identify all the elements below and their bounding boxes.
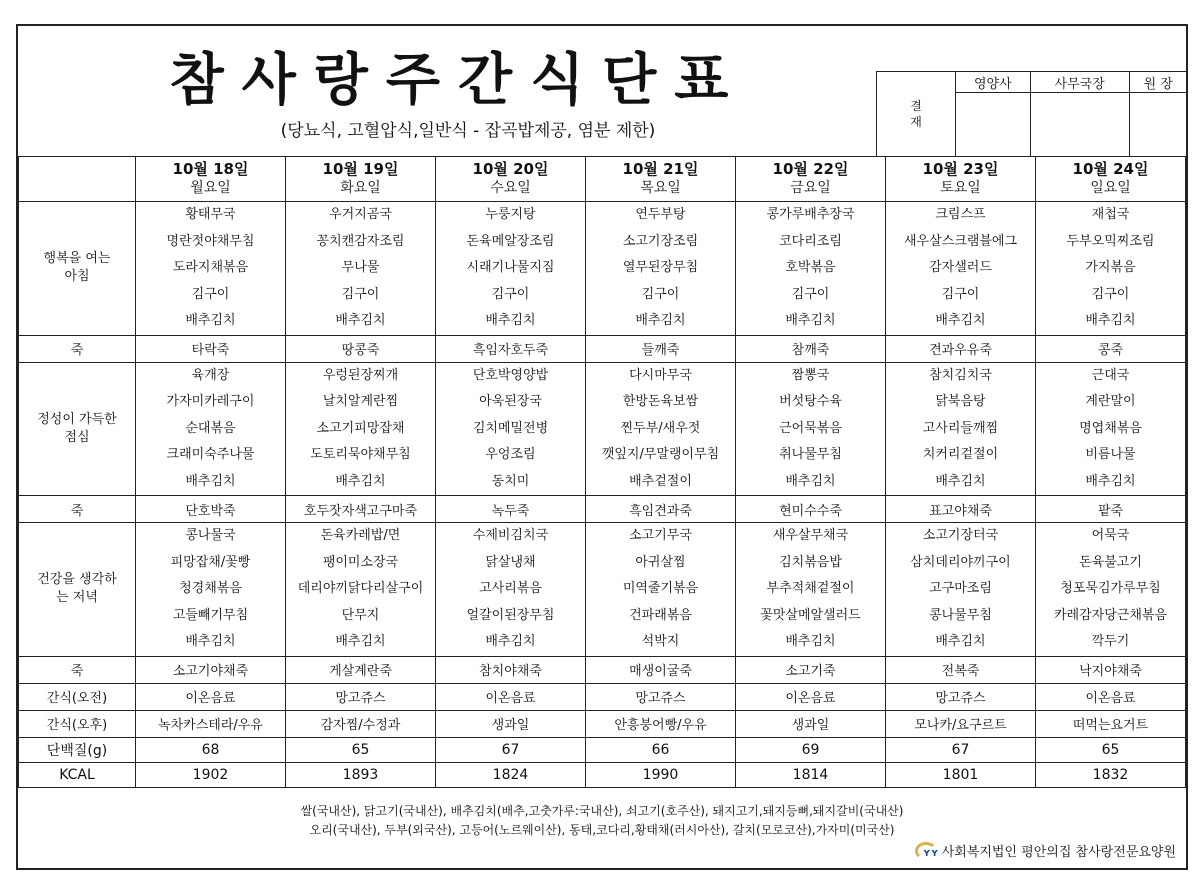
porridge-morning-cell: 흑임자호두죽 bbox=[436, 335, 586, 362]
dinner-cell bbox=[886, 523, 1036, 657]
day-weekday: 월요일 bbox=[190, 180, 231, 196]
dish-item: 고들빼기무침 bbox=[172, 607, 249, 623]
dish-item: 김구이 bbox=[791, 286, 830, 302]
protein-cell: 67 bbox=[886, 737, 1036, 762]
protein-row bbox=[19, 737, 1186, 762]
snack-pm-cell: 모나카/요구르트 bbox=[886, 710, 1036, 737]
dinner-row bbox=[19, 523, 1186, 657]
day-date: 10월 24일 bbox=[1072, 160, 1149, 178]
dish-item: 코다리조림 bbox=[779, 233, 842, 249]
breakfast-label-text: 행복을 여는 아침 bbox=[43, 251, 111, 285]
day-weekday: 토요일 bbox=[940, 180, 981, 196]
dish-item: 청경채볶음 bbox=[179, 581, 242, 596]
protein-cell: 65 bbox=[286, 737, 436, 762]
origin-notice bbox=[18, 802, 1186, 840]
lunch-cell bbox=[436, 362, 586, 496]
dish-item: 명란젓야채무침 bbox=[166, 233, 255, 249]
snack-pm-cell: 안흥붕어빵/우유 bbox=[586, 710, 736, 737]
day-header bbox=[286, 157, 436, 202]
day-date: 10월 18일 bbox=[172, 160, 249, 178]
dish-item: 아욱된장국 bbox=[479, 394, 542, 409]
dish-item: 닭살냉채 bbox=[485, 554, 536, 570]
dish-item: 배추김치 bbox=[635, 313, 686, 328]
dinner-cell bbox=[586, 523, 736, 657]
day-date: 10월 23일 bbox=[922, 160, 999, 178]
snack-am-cell: 망고쥬스 bbox=[286, 683, 436, 710]
dish-item: 고사리볶음 bbox=[479, 581, 542, 596]
dish-item: 배추김치 bbox=[1085, 313, 1136, 328]
porridge-lunch-cell: 호두잣자색고구마죽 bbox=[286, 496, 436, 523]
kcal-cell: 1824 bbox=[436, 762, 586, 787]
porridge-morning-cell: 견과우유죽 bbox=[886, 335, 1036, 362]
dish-item: 참치김치국 bbox=[929, 367, 992, 383]
lunch-row bbox=[19, 362, 1186, 496]
dish-item: 얼갈이된장무침 bbox=[466, 607, 555, 623]
dish-item: 배추김치 bbox=[335, 473, 386, 489]
dish-item: 콩나물무침 bbox=[929, 607, 992, 623]
kcal-row bbox=[19, 762, 1186, 787]
dish-item: 육개장 bbox=[191, 367, 230, 383]
lunch-label bbox=[19, 362, 136, 496]
porridge-dinner-cell: 참치야채죽 bbox=[436, 656, 586, 683]
snack-am-cell: 망고쥬스 bbox=[886, 683, 1036, 710]
dish-item: 돈육메알장조림 bbox=[466, 233, 555, 249]
breakfast-cell bbox=[736, 202, 886, 336]
dish-item: 닭북음탕 bbox=[935, 394, 986, 409]
dish-item: 김치볶음밥 bbox=[779, 554, 842, 570]
porridge-morning-cell: 타락죽 bbox=[136, 335, 286, 362]
dish-item: 김구이 bbox=[341, 286, 380, 302]
dish-item: 꽃맛살메알샐러드 bbox=[760, 607, 861, 623]
dish-item: 배추김치 bbox=[485, 634, 536, 649]
protein-label: 단백질(g) bbox=[19, 737, 136, 762]
dish-item: 미역줄기볶음 bbox=[622, 581, 699, 596]
dish-item: 동치미 bbox=[491, 473, 530, 489]
dish-item: 명엽채볶음 bbox=[1079, 420, 1142, 436]
snack-am-label: 간식(오전) bbox=[19, 683, 136, 710]
origin-line-1: 쌀(국내산), 닭고기(국내산), 배추김치(배추,고춧가루:국내산), 쇠고기(호주산), 돼지고기,돼지등뼈,돼지갈비(국내산) bbox=[300, 804, 904, 818]
footer bbox=[18, 792, 1186, 868]
dish-item: 한방돈육보쌈 bbox=[622, 394, 699, 409]
menu-sheet bbox=[16, 24, 1188, 870]
dish-item: 배추김치 bbox=[935, 473, 986, 489]
porridge-morning-cell: 콩죽 bbox=[1036, 335, 1186, 362]
page-title: 참사랑주간식단표 bbox=[169, 48, 747, 113]
dish-item: 크래미숙주나물 bbox=[166, 447, 255, 462]
breakfast-cell bbox=[136, 202, 286, 336]
dish-item: 배추김치 bbox=[185, 313, 236, 328]
porridge-lunch-row bbox=[19, 496, 1186, 523]
porridge-morning-cell: 참깨죽 bbox=[736, 335, 886, 362]
dish-item: 수제비김치국 bbox=[472, 528, 549, 543]
dish-item: 단무지 bbox=[341, 607, 380, 623]
snack-am-cell: 이온음료 bbox=[1036, 683, 1186, 710]
breakfast-cell bbox=[286, 202, 436, 336]
dish-item: 버섯탕수육 bbox=[779, 394, 842, 409]
dish-item: 고사리들깨찜 bbox=[922, 420, 999, 436]
dish-item: 날치알계란찜 bbox=[322, 394, 399, 409]
dish-item: 우렁된장찌개 bbox=[322, 367, 399, 383]
snack-pm-cell: 녹차카스테라/우유 bbox=[136, 710, 286, 737]
dish-item: 데리야끼닭다리살구이 bbox=[297, 581, 424, 596]
day-weekday: 목요일 bbox=[640, 180, 681, 196]
kcal-cell: 1990 bbox=[586, 762, 736, 787]
dish-item: 찐두부/새우젓 bbox=[620, 420, 701, 436]
porridge-lunch-cell: 흑임견과죽 bbox=[586, 496, 736, 523]
day-header-row bbox=[19, 157, 1186, 202]
breakfast-label bbox=[19, 202, 136, 336]
lunch-cell bbox=[586, 362, 736, 496]
porridge-lunch-cell: 단호박죽 bbox=[136, 496, 286, 523]
dish-item: 김치메밀전병 bbox=[472, 420, 549, 436]
day-header bbox=[736, 157, 886, 202]
porridge-morning-cell: 들깨죽 bbox=[586, 335, 736, 362]
dish-item: 가지볶음 bbox=[1085, 260, 1136, 275]
dish-item: 팽이미소장국 bbox=[322, 554, 399, 570]
snack-pm-cell: 감자찜/수정과 bbox=[286, 710, 436, 737]
day-weekday: 화요일 bbox=[340, 180, 381, 196]
dish-item: 근대국 bbox=[1091, 367, 1130, 383]
kcal-cell: 1893 bbox=[286, 762, 436, 787]
snack-am-cell: 이온음료 bbox=[136, 683, 286, 710]
snack-pm-cell: 떠먹는요거트 bbox=[1036, 710, 1186, 737]
kcal-cell: 1832 bbox=[1036, 762, 1186, 787]
snack-am-row bbox=[19, 683, 1186, 710]
dish-item: 열무된장무침 bbox=[622, 260, 699, 275]
origin-line-2: 오리(국내산), 두부(외국산), 고등어(노르웨이산), 동태,코다리,황태채(러시아산), 갈치(모로코산),가자미(미국산) bbox=[309, 823, 895, 837]
dish-item: 비름나물 bbox=[1085, 447, 1136, 462]
dish-item: 배추김치 bbox=[1085, 473, 1136, 489]
lunch-cell bbox=[736, 362, 886, 496]
dish-item: 새우살무채국 bbox=[772, 528, 849, 543]
dish-item: 순대볶음 bbox=[185, 420, 236, 436]
lunch-cell bbox=[1036, 362, 1186, 496]
porridge-dinner-cell: 소고기죽 bbox=[736, 656, 886, 683]
day-date: 10월 20일 bbox=[472, 160, 549, 178]
kcal-label: KCAL bbox=[19, 762, 136, 787]
breakfast-cell bbox=[436, 202, 586, 336]
dish-item: 배추김치 bbox=[185, 634, 236, 649]
porridge-dinner-cell: 소고기야채죽 bbox=[136, 656, 286, 683]
day-header bbox=[436, 157, 586, 202]
dish-item: 김구이 bbox=[491, 286, 530, 302]
dish-item: 카레감자당근채볶음 bbox=[1053, 607, 1168, 623]
dish-item: 피망잡채/꽃빵 bbox=[170, 554, 251, 570]
approval-label-text: 결 재 bbox=[910, 99, 922, 129]
dish-item: 김구이 bbox=[641, 286, 680, 302]
porridge-dinner-cell: 매생이굴죽 bbox=[586, 656, 736, 683]
dish-item: 단호박영양밥 bbox=[472, 367, 549, 383]
dish-item: 청포묵김가루무침 bbox=[1060, 581, 1161, 596]
organization-name: 사회복지법인 평안의집 참사랑전문요양원 bbox=[941, 845, 1176, 860]
breakfast-cell bbox=[886, 202, 1036, 336]
approval-box bbox=[876, 71, 1188, 157]
breakfast-row bbox=[19, 202, 1186, 336]
dish-item: 가자미카레구이 bbox=[166, 394, 255, 409]
snack-pm-cell: 생과일 bbox=[436, 710, 586, 737]
dish-item: 짬뽕국 bbox=[791, 367, 830, 383]
porridge-lunch-cell: 팥죽 bbox=[1036, 496, 1186, 523]
porridge-lunch-cell: 현미수수죽 bbox=[736, 496, 886, 523]
breakfast-cell bbox=[586, 202, 736, 336]
dish-item: 콩가루배추장국 bbox=[766, 207, 855, 222]
protein-cell: 69 bbox=[736, 737, 886, 762]
dish-item: 배추김치 bbox=[185, 473, 236, 489]
dish-item: 시래기나물지짐 bbox=[466, 260, 555, 275]
dish-item: 배추김치 bbox=[935, 313, 986, 328]
kcal-cell: 1902 bbox=[136, 762, 286, 787]
dish-item: 고구마조림 bbox=[929, 581, 992, 596]
dish-item: 크림스프 bbox=[935, 207, 986, 222]
dish-item: 깍두기 bbox=[1091, 634, 1130, 649]
dish-item: 돈육카레밥/면 bbox=[320, 528, 401, 543]
menu-table bbox=[18, 156, 1186, 788]
day-header bbox=[586, 157, 736, 202]
dish-item: 배추김치 bbox=[335, 313, 386, 328]
porridge-dinner-row bbox=[19, 656, 1186, 683]
dish-item: 누룽지탕 bbox=[485, 207, 536, 222]
protein-cell: 67 bbox=[436, 737, 586, 762]
dish-item: 연두부탕 bbox=[635, 207, 686, 222]
breakfast-cell bbox=[1036, 202, 1186, 336]
day-header bbox=[886, 157, 1036, 202]
dish-item: 감자샐러드 bbox=[929, 260, 992, 275]
day-date: 10월 22일 bbox=[772, 160, 849, 178]
porridge-lunch-cell: 녹두죽 bbox=[436, 496, 586, 523]
day-header bbox=[1036, 157, 1186, 202]
day-weekday: 수요일 bbox=[490, 180, 531, 196]
dish-item: 소고기피망잡채 bbox=[316, 420, 405, 436]
dish-item: 황태무국 bbox=[185, 207, 236, 222]
approval-header-director: 원 장 bbox=[1129, 72, 1187, 93]
dish-item: 소고기장터국 bbox=[922, 528, 999, 543]
organization-logo-icon: ʏʏ bbox=[915, 842, 939, 860]
porridge-dinner-cell: 낙지야채죽 bbox=[1036, 656, 1186, 683]
dish-item: 배추김치 bbox=[785, 634, 836, 649]
dish-item: 김구이 bbox=[941, 286, 980, 302]
dish-item: 새우살스크램블에그 bbox=[903, 233, 1018, 249]
dish-item: 소고기무국 bbox=[629, 528, 692, 543]
dish-item: 배추겉절이 bbox=[629, 473, 692, 489]
dish-item: 석박지 bbox=[641, 634, 680, 649]
dish-item: 깻잎지/무말랭이무침 bbox=[601, 447, 720, 462]
dish-item: 배추김치 bbox=[935, 634, 986, 649]
dinner-label-text: 건강을 생각하 는 저녁 bbox=[37, 572, 117, 606]
dish-item: 두부오믹찌조림 bbox=[1066, 233, 1155, 249]
porridge-morning-label: 죽 bbox=[19, 335, 136, 362]
porridge-dinner-label: 죽 bbox=[19, 656, 136, 683]
dish-item: 건파래볶음 bbox=[629, 607, 692, 623]
dish-item: 김구이 bbox=[191, 286, 230, 302]
dish-item: 소고기장조림 bbox=[622, 233, 699, 249]
day-header bbox=[136, 157, 286, 202]
approval-sign-manager bbox=[1030, 93, 1129, 157]
lunch-cell bbox=[286, 362, 436, 496]
dish-item: 배추김치 bbox=[785, 473, 836, 489]
porridge-lunch-label: 죽 bbox=[19, 496, 136, 523]
day-date: 10월 21일 bbox=[622, 160, 699, 178]
porridge-dinner-cell: 전복죽 bbox=[886, 656, 1036, 683]
dish-item: 배추김치 bbox=[335, 634, 386, 649]
dish-item: 돈육불고기 bbox=[1079, 554, 1142, 570]
dish-item: 취나물무침 bbox=[779, 447, 842, 462]
porridge-morning-cell: 땅콩죽 bbox=[286, 335, 436, 362]
dish-item: 우거지곰국 bbox=[329, 207, 392, 222]
snack-pm-cell: 생과일 bbox=[736, 710, 886, 737]
dinner-cell bbox=[136, 523, 286, 657]
dish-item: 삼치데리야끼구이 bbox=[910, 554, 1011, 570]
dish-item: 배추김치 bbox=[785, 313, 836, 328]
dinner-label bbox=[19, 523, 136, 657]
snack-am-cell: 이온음료 bbox=[436, 683, 586, 710]
snack-am-cell: 망고쥬스 bbox=[586, 683, 736, 710]
kcal-cell: 1814 bbox=[736, 762, 886, 787]
dinner-cell bbox=[1036, 523, 1186, 657]
lunch-label-text: 정성이 가득한 점심 bbox=[37, 411, 117, 445]
dish-item: 무나물 bbox=[341, 260, 380, 275]
dish-item: 호박볶음 bbox=[785, 260, 836, 275]
approval-header-dietitian: 영양사 bbox=[956, 72, 1031, 93]
kcal-cell: 1801 bbox=[886, 762, 1036, 787]
dish-item: 치커리겉절이 bbox=[922, 447, 999, 462]
day-weekday: 일요일 bbox=[1090, 180, 1131, 196]
day-date: 10월 19일 bbox=[322, 160, 399, 178]
porridge-morning-row bbox=[19, 335, 1186, 362]
dish-item: 김구이 bbox=[1091, 286, 1130, 302]
dinner-cell bbox=[436, 523, 586, 657]
dish-item: 우엉조림 bbox=[485, 447, 536, 462]
approval-sign-dietitian bbox=[956, 93, 1031, 157]
lunch-cell bbox=[136, 362, 286, 496]
day-weekday: 금요일 bbox=[790, 180, 831, 196]
approval-sign-director bbox=[1129, 93, 1187, 157]
dish-item: 도토리묵야채무침 bbox=[310, 447, 411, 462]
dish-item: 계란말이 bbox=[1085, 394, 1136, 409]
porridge-lunch-cell: 표고야채죽 bbox=[886, 496, 1036, 523]
snack-am-cell: 이온음료 bbox=[736, 683, 886, 710]
approval-label bbox=[877, 72, 956, 157]
dish-item: 부추적채겉절이 bbox=[766, 581, 855, 596]
dish-item: 꽁치캔감자조림 bbox=[316, 233, 405, 249]
protein-cell: 66 bbox=[586, 737, 736, 762]
lunch-cell bbox=[886, 362, 1036, 496]
page-subtitle: (당뇨식, 고혈압식,일반식 - 잡곡밥제공, 염분 제한) bbox=[280, 121, 656, 141]
dish-item: 근어묵볶음 bbox=[779, 420, 842, 436]
dish-item: 콩나물국 bbox=[185, 528, 236, 543]
dish-item: 어묵국 bbox=[1091, 528, 1130, 543]
dish-item: 도라지채볶음 bbox=[172, 260, 249, 275]
snack-pm-label: 간식(오후) bbox=[19, 710, 136, 737]
dinner-cell bbox=[736, 523, 886, 657]
snack-pm-row bbox=[19, 710, 1186, 737]
dish-item: 재첩국 bbox=[1091, 207, 1130, 222]
organization-signature bbox=[915, 841, 1176, 860]
protein-cell: 68 bbox=[136, 737, 286, 762]
dish-item: 아귀살찜 bbox=[635, 554, 686, 570]
porridge-dinner-cell: 게살계란죽 bbox=[286, 656, 436, 683]
approval-header-manager: 사무국장 bbox=[1030, 72, 1129, 93]
dinner-cell bbox=[286, 523, 436, 657]
dish-item: 배추김치 bbox=[485, 313, 536, 328]
corner-cell bbox=[19, 157, 136, 202]
protein-cell: 65 bbox=[1036, 737, 1186, 762]
dish-item: 다시마무국 bbox=[629, 367, 692, 383]
